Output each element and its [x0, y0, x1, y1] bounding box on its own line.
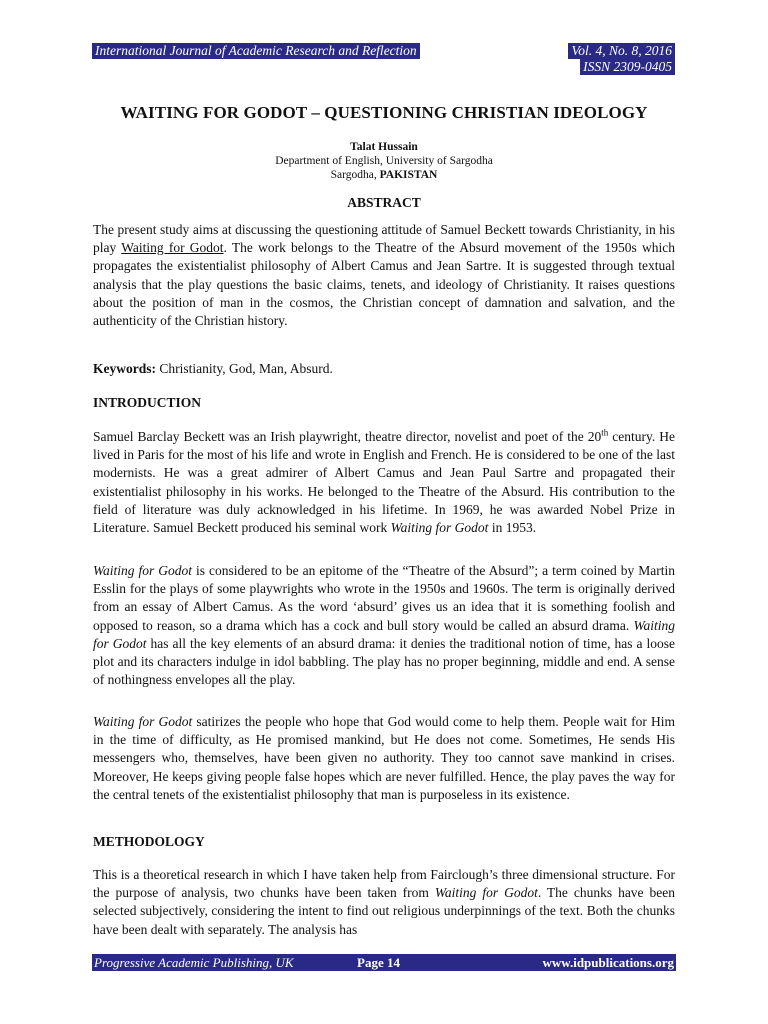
method-play: Waiting for Godot — [434, 885, 538, 901]
intro-p2-play: Waiting for Godot — [93, 563, 192, 578]
keywords-text: Christianity, God, Man, Absurd. — [156, 361, 333, 376]
keywords — [93, 360, 675, 378]
paper-title: WAITING FOR GODOT – QUESTIONING CHRISTIAN IDEOLOGY — [120, 103, 648, 122]
author-name: Talat Hussain — [350, 141, 418, 153]
page-footer — [92, 954, 676, 971]
author-department: Department of English, University of Sargodha — [275, 155, 493, 167]
author-city: Sargodha, — [330, 169, 380, 181]
footer-page-number: Page 14 — [357, 955, 400, 970]
intro-p3-play: Waiting for Godot — [93, 714, 193, 729]
introduction-heading: INTRODUCTION — [93, 395, 202, 410]
abstract-text — [93, 221, 675, 330]
intro-p2-b: has all the key elements of an absurd drama: it denies the traditional notion of time, has a loose plot and its characters indulge in idol babbling. The play has no proper beginning, middle and end. A sense of nothingness envelopes all the play. — [93, 635, 675, 688]
intro-paragraph-2 — [93, 562, 675, 689]
abstract-text-b: . The work belongs to the Theatre of the Absurd movement of the 1950s which propagates the existentialist philosophy of Albert Camus and Jean Sartre. It is suggested through textual analysis that the play questions the basic claims, tenets, and ideology of Christianity. It raises questions about the position of man in the cosmos, the Christian concept of damnation and salvation, and the authenticity of the Christian history. — [93, 240, 676, 329]
intro-paragraph-1 — [93, 428, 675, 537]
volume-info: Vol. 4, No. 8, 2016 — [568, 43, 675, 59]
author-country: PAKISTAN — [379, 169, 438, 181]
author-location — [0, 168, 768, 182]
footer-publisher: Progressive Academic Publishing, UK — [94, 955, 294, 970]
intro-p3-a: satirizes the people who hope that God would come to help them. People wait for Him in the time of difficulty, as He promised mankind, but He does not come. Sometimes, He sends His messengers who, themselves, have been given no authority. They too cannot save mankind in crises. Moreover, He keeps giving people false hopes which are never fulfilled. Hence, the play paves the way for the central tenets of the existentialist philosophy that man is purposeless in its existence. — [93, 714, 675, 802]
methodology-heading: METHODOLOGY — [93, 834, 205, 849]
intro-p1-b: century. He lived in Paris for the most of his life and wrote in English and French. He is considered to be one of the last modernists. He was a great admirer of Albert Camus and Jean Paul Sartre and propagated their existentialist philosophy in his works. He belonged to the Theatre of the Absurd. His contribution to the field of literature was duly acknowledged in his lifetime. In 1969, he was awarded Nobel Prize in Literature. Samuel Beckett produced his seminal work — [93, 429, 675, 536]
intro-p2-a: is considered to be an epitome of the “Theatre of the Absurd”; a term coined by Martin Esslin for the plays of some playwrights who wrote in the 1950s and 1960s. The term is originally derived from an essay of Albert Camus. As the word ‘absurd’ gives us an idea that it is something foolish and opposed to reason, so a drama which has a cock and bull story would be called an absurd drama. — [93, 563, 676, 633]
issue-info — [568, 43, 675, 75]
intro-p1-c: in 1953. — [488, 520, 537, 536]
intro-p1-sup: th — [601, 427, 609, 438]
keywords-label: Keywords: — [93, 361, 156, 376]
issn: ISSN 2309-0405 — [580, 59, 675, 75]
method-a: This is a theoretical research in which I have taken help from Fairclough’s three dimensional structure. For the purpose of analysis, two chunks have been taken from — [93, 867, 675, 901]
author-block — [0, 140, 768, 182]
abstract-heading: ABSTRACT — [347, 195, 421, 210]
journal-name: International Journal of Academic Research and Reflection — [92, 43, 420, 59]
intro-p2-play2: Waiting for Godot — [93, 617, 675, 651]
intro-p1-play: Waiting for Godot — [390, 520, 489, 536]
abstract-text-a: The present study aims at discussing the questioning attitude of Samuel Beckett towards Christianity, in his play — [93, 222, 675, 256]
footer-website-link[interactable]: www.idpublications.org — [542, 955, 674, 970]
intro-paragraph-3 — [93, 713, 675, 804]
intro-p1-a: Samuel Barclay Beckett was an Irish playwright, theatre director, novelist and poet of the 20 — [93, 429, 602, 444]
methodology-paragraph — [93, 866, 675, 939]
method-b: . The chunks have been selected subjectively, considering the intent to find out religious underpinnings of the text. Both the chunks have been dealt with separately. The analysis has — [93, 885, 675, 937]
abstract-play-title: Waiting for Godot — [121, 240, 224, 256]
